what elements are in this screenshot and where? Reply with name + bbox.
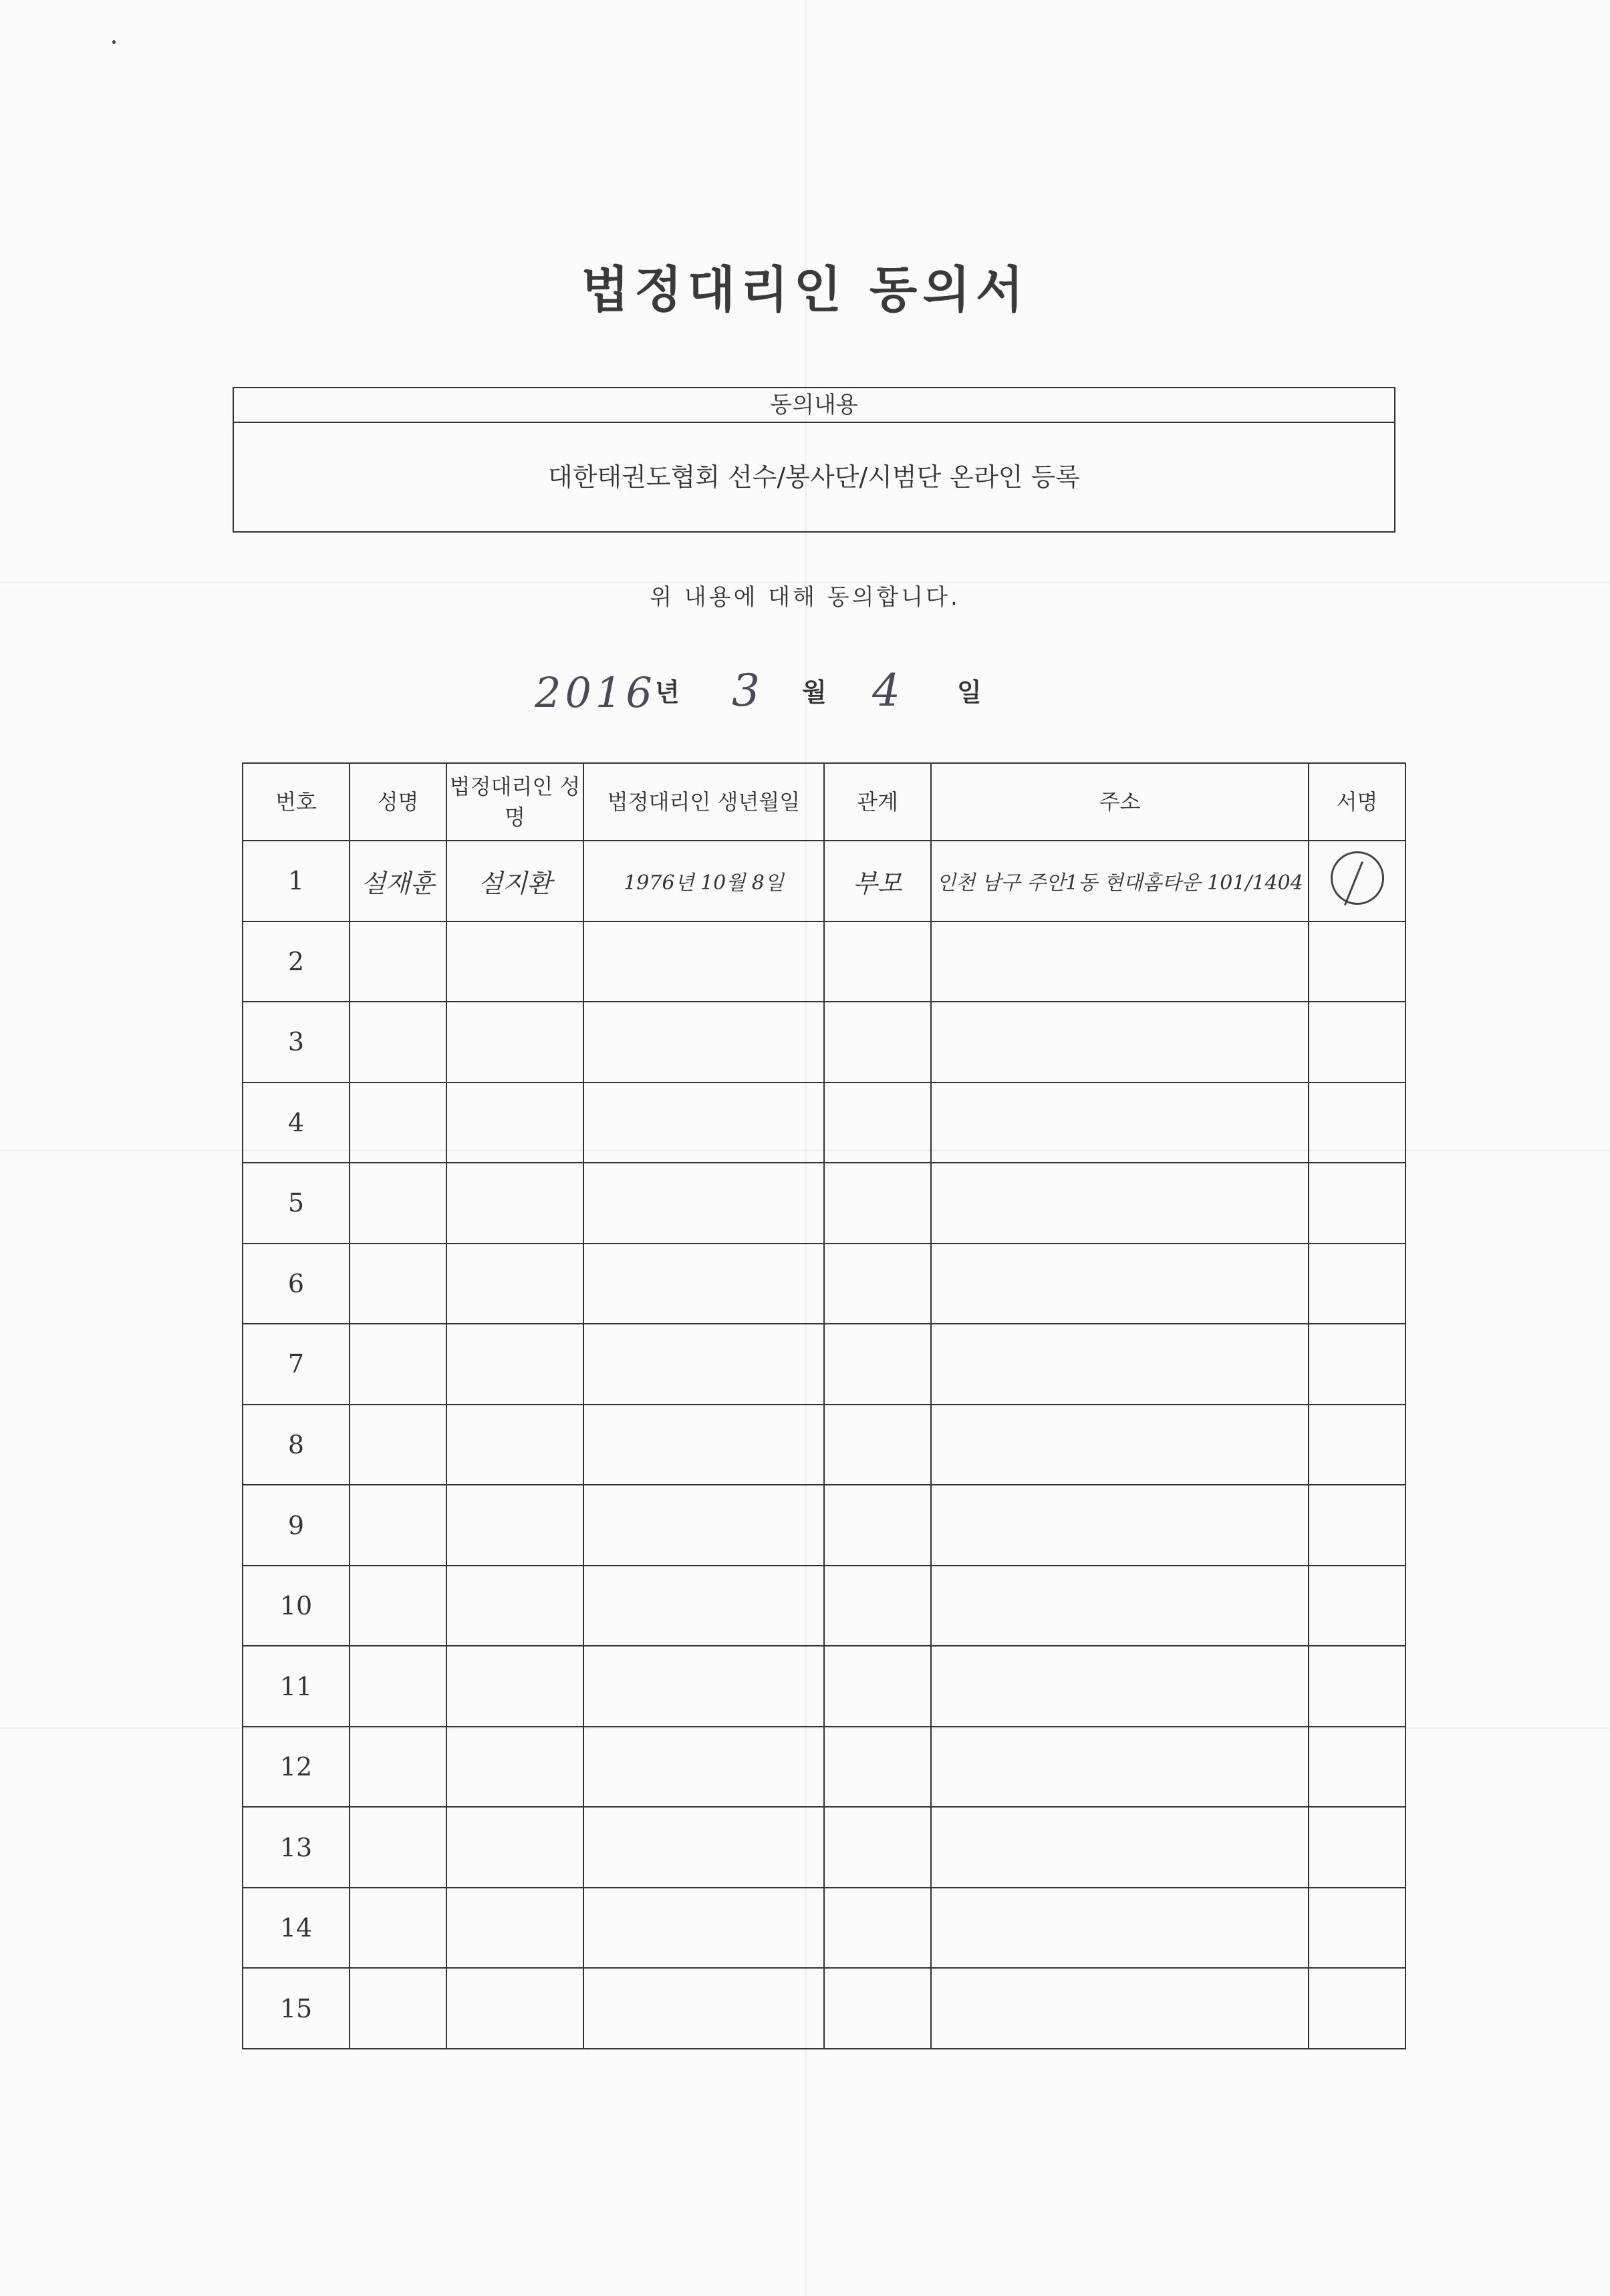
cell-no: 13 [243,1807,350,1888]
cell-relation [824,1807,931,1888]
cell-name: 설재훈 [350,841,446,921]
table-row [243,1968,1405,2049]
cell-signature [1309,1807,1405,1888]
cell-guardian-name: 설지환 [446,841,583,921]
cell-no: 6 [243,1244,350,1324]
cell-name [350,1566,446,1646]
cell-no: 5 [243,1163,350,1244]
cell-name [350,1968,446,2049]
cell-relation [824,1083,931,1163]
cell-address [931,921,1309,1002]
cell-guardian-name [446,1083,583,1163]
cell-address [931,1324,1309,1405]
cell-guardian-birth [583,1405,824,1485]
cell-relation [824,1566,931,1646]
cell-guardian-name [446,1646,583,1727]
header-relation: 관계 [824,763,931,841]
table-header-row [243,763,1405,841]
cell-signature [1309,1405,1405,1485]
cell-guardian-name [446,1244,583,1324]
cell-address [931,1002,1309,1083]
cell-name [350,1083,446,1163]
cell-address [931,1968,1309,2049]
cell-no: 10 [243,1566,350,1646]
cell-guardian-name [446,1888,583,1969]
date-year-unit: 년 [655,678,680,707]
cell-signature [1309,1163,1405,1244]
header-no: 번호 [243,763,350,841]
cell-no: 14 [243,1888,350,1969]
cell-guardian-name [446,1324,583,1405]
page-title: 법정대리인 동의서 [581,261,1029,319]
cell-relation [824,1002,931,1083]
header-signature: 서명 [1309,763,1405,841]
cell-address [931,1566,1309,1646]
table-row [243,1163,1405,1244]
header-guardian-birth: 법정대리인 생년월일 [583,763,824,841]
cell-address [931,1807,1309,1888]
table-row [243,921,1405,1002]
date-month: 3 [732,665,760,716]
header-name: 성명 [350,763,446,841]
table-row [243,1405,1405,1485]
table-row [243,1566,1405,1646]
cell-name [350,921,446,1002]
cell-guardian-name [446,1807,583,1888]
cell-relation [824,1968,931,2049]
cell-no: 8 [243,1405,350,1485]
cell-signature [1309,1324,1405,1405]
cell-guardian-birth [583,1888,824,1969]
cell-signature [1309,1244,1405,1324]
table-row [243,1646,1405,1727]
consent-content: 대한태권도협회 선수/봉사단/시범단 온라인 등록 [547,462,1080,492]
cell-guardian-name [446,1002,583,1083]
cell-signature [1309,1968,1405,2049]
cell-name [350,1485,446,1566]
cell-no: 2 [243,921,350,1002]
consent-box [233,387,1395,533]
cell-relation [824,1646,931,1727]
cell-name [350,1163,446,1244]
cell-guardian-birth [583,1727,824,1808]
cell-guardian-name [446,1968,583,2049]
cell-guardian-name [446,1485,583,1566]
cell-no: 11 [243,1646,350,1727]
cell-no: 1 [243,841,350,921]
cell-signature [1309,841,1405,921]
cell-address [931,1405,1309,1485]
cell-guardian-birth [583,1485,824,1566]
cell-relation [824,1485,931,1566]
cell-name [350,1888,446,1969]
consent-header: 동의내용 [234,388,1394,423]
date-day-unit: 일 [957,678,982,707]
cell-signature [1309,1566,1405,1646]
table-row [243,1485,1405,1566]
cell-name [350,1244,446,1324]
cell-signature [1309,921,1405,1002]
cell-address [931,1163,1309,1244]
cell-no: 9 [243,1485,350,1566]
cell-no: 7 [243,1324,350,1405]
date-day: 4 [872,665,900,716]
header-address: 주소 [931,763,1309,841]
cell-guardian-birth [583,1646,824,1727]
cell-relation [824,1244,931,1324]
cell-signature [1309,1002,1405,1083]
cell-signature [1309,1083,1405,1163]
cell-no: 3 [243,1002,350,1083]
table-row [243,1083,1405,1163]
cell-guardian-name [446,1163,583,1244]
table-row [243,1002,1405,1083]
cell-relation [824,1324,931,1405]
cell-name [350,1405,446,1485]
table-row [243,1727,1405,1808]
cell-signature [1309,1888,1405,1969]
cell-guardian-birth [583,1807,824,1888]
cell-signature [1309,1646,1405,1727]
cell-guardian-name [446,1727,583,1808]
date-year: 2016 [535,668,656,717]
cell-guardian-name [446,1405,583,1485]
cell-signature [1309,1485,1405,1566]
cell-no: 4 [243,1083,350,1163]
cell-address [931,1888,1309,1969]
table-row [243,1244,1405,1324]
cell-name [350,1727,446,1808]
cell-name [350,1002,446,1083]
guardian-table [242,762,1406,2049]
cell-name [350,1807,446,1888]
paper-speck [112,40,116,44]
agree-statement: 위 내용에 대해 동의합니다. [650,584,960,611]
header-guardian-name: 법정대리인 성명 [446,763,583,841]
cell-address [931,1244,1309,1324]
cell-signature [1309,1727,1405,1808]
cell-relation [824,1405,931,1485]
cell-relation: 부모 [824,841,931,921]
cell-relation [824,1888,931,1969]
cell-relation [824,1727,931,1808]
cell-address [931,1485,1309,1566]
cell-name [350,1646,446,1727]
cell-no: 15 [243,1968,350,2049]
table-row [243,841,1405,921]
signature-mark [1331,851,1384,905]
cell-no: 12 [243,1727,350,1808]
date-month-unit: 월 [802,678,827,707]
cell-address [931,1646,1309,1727]
cell-name [350,1324,446,1405]
table-row [243,1324,1405,1405]
cell-address [931,1083,1309,1163]
cell-relation [824,921,931,1002]
cell-guardian-birth [583,921,824,1002]
cell-guardian-birth [583,1163,824,1244]
cell-guardian-birth [583,1002,824,1083]
table-row [243,1807,1405,1888]
cell-address [931,1727,1309,1808]
cell-guardian-birth [583,1083,824,1163]
cell-relation [824,1163,931,1244]
cell-guardian-name [446,921,583,1002]
cell-guardian-birth [583,1244,824,1324]
cell-guardian-birth [583,1324,824,1405]
table-row [243,1888,1405,1969]
cell-guardian-name [446,1566,583,1646]
cell-address: 인천 남구 주안1동 현대홈타운 101/1404 [931,841,1309,921]
cell-guardian-birth [583,1566,824,1646]
cell-guardian-birth: 1976년 10월 8일 [583,841,824,921]
cell-guardian-birth [583,1968,824,2049]
